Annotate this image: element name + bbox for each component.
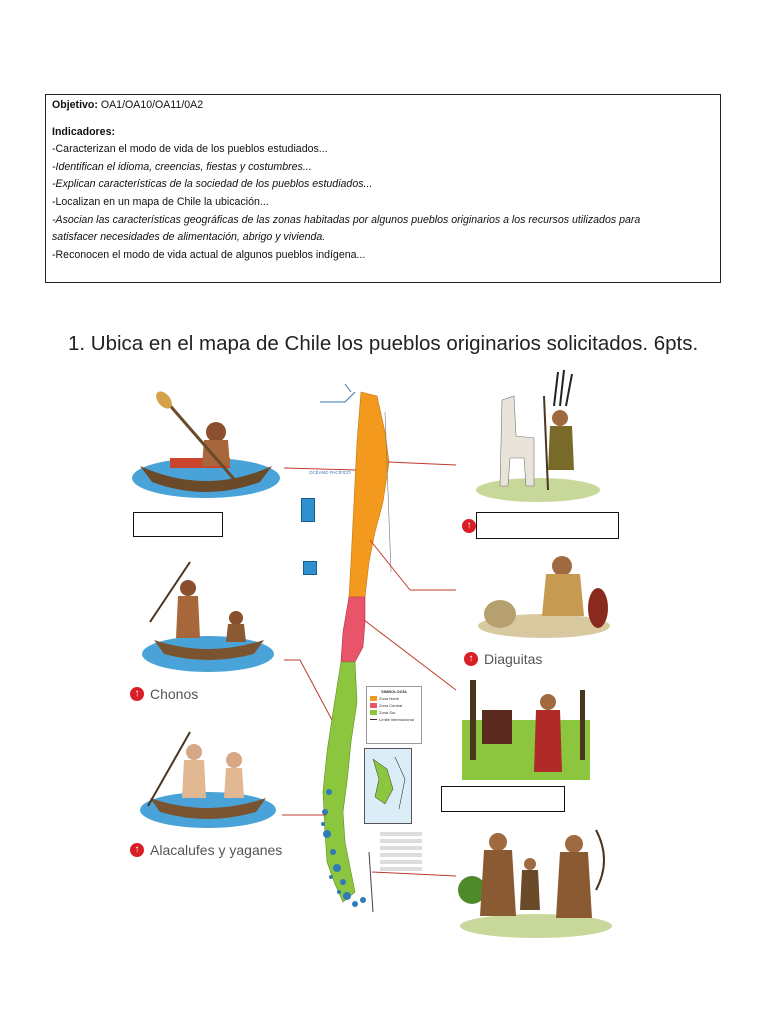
arrow-up-icon: ↑: [130, 687, 144, 701]
legend-item: Límite internacional: [379, 717, 414, 722]
diaguitas-illustration: [474, 544, 616, 644]
legend-item: Zona Sur: [379, 710, 396, 715]
legend-title: SIMBOLOGÍA: [381, 689, 407, 694]
indicator-5-continued: satisfacer necesidades de alimentación, abrigo y vivienda.: [52, 231, 326, 244]
legend-item: Zona Norte: [379, 696, 400, 701]
objective-value: OA1/OA10/OA11/0A2: [100, 99, 204, 111]
indicator-4: -Localizan en un mapa de Chile la ubicación...: [52, 195, 269, 208]
diaguitas-label: ↑ Diaguitas: [464, 651, 542, 667]
arrow-up-icon: ↑: [464, 652, 478, 666]
indicator-6: -Reconocen el modo de vida actual de algunos pueblos indígena...: [52, 248, 366, 261]
answer-box-2[interactable]: [476, 512, 619, 539]
objective-label: Objetivo:: [52, 99, 98, 111]
answer-box-1[interactable]: [133, 512, 223, 537]
arrow-up-icon: ↑: [462, 519, 476, 533]
question-title: 1. Ubica en el mapa de Chile los pueblos originarios solicitados. 6pts.: [68, 332, 699, 355]
canoe-paddler-illustration: [130, 386, 282, 506]
indicators-title: Indicadores:: [52, 125, 115, 138]
legend-item: Zona Central: [379, 703, 403, 708]
indicator-3: -Explican características de la sociedad de los pueblos estudiados...: [52, 178, 373, 191]
mapuche-illustration: [462, 680, 590, 780]
answer-box-3[interactable]: [441, 786, 565, 812]
arrow-up-icon: ↑: [130, 843, 144, 857]
llama-herder-illustration: [474, 366, 604, 506]
indicator-5: -Asocian las características geográficas de las zonas habitadas por algunos pueblos originarios a los recursos utilizados para: [52, 213, 641, 226]
chonos-label: ↑ Chonos: [130, 686, 198, 702]
tehuelche-illustration: [456, 820, 614, 940]
alacalufes-illustration: [138, 726, 278, 838]
ocean-label: OCÉANO PACÍFICO: [309, 470, 351, 475]
alacalufes-label: ↑ Alacalufes y yaganes: [130, 842, 282, 858]
indicator-2: -Identifican el idioma, creencias, fiestas y costumbres...: [52, 160, 312, 173]
chonos-illustration: [140, 558, 276, 678]
indicator-1: -Caracterizan el modo de vida de los pueblos estudiados...: [52, 143, 328, 156]
